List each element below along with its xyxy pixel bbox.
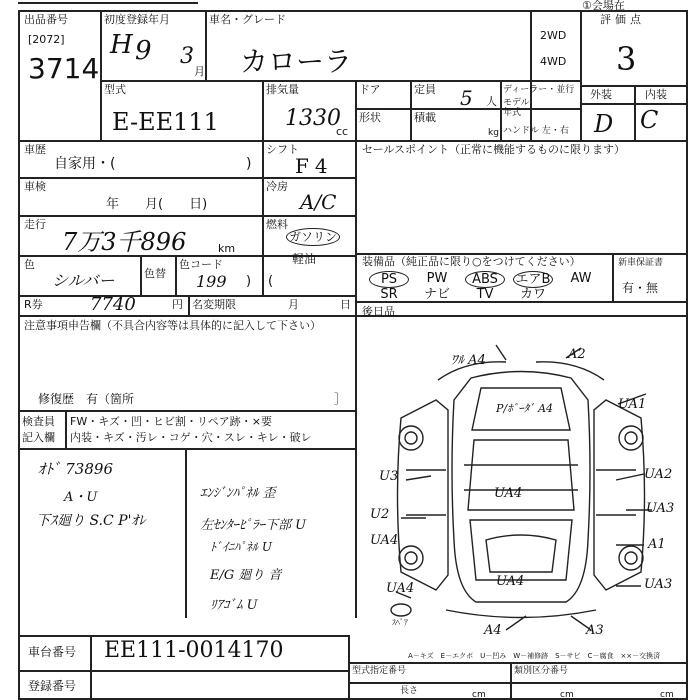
grid-line [580,10,582,140]
equipment-item: ABS [465,271,505,288]
grid-line [205,10,207,80]
damage-mark: UA2 [644,467,673,482]
inspector-right-note: ｴﾝｼﾞﾝﾊﾟﾈﾙ 歪 [200,486,276,501]
grid-line [262,80,264,140]
equipment-item: ナビ [423,287,450,302]
usage-label: 車歴 [24,143,46,156]
equipment-item: エアB [513,271,553,288]
damage-mark: U2 [370,507,390,522]
name-grade-label: 車名・グレード [209,13,286,26]
km-unit: km [218,242,236,255]
reg-label: 登録番号 [28,679,77,693]
mileage-label: 走行 [24,218,46,231]
drive-2wd: 2WD [540,29,567,42]
grid-line [530,10,532,140]
fuel-close: ) [246,274,252,289]
damage-mark: UA3 [644,577,673,592]
equipment-row-2 [365,287,557,302]
grid-line [500,80,502,140]
inspection-value: 年 月( 日) [106,197,208,212]
damage-mark: UA4 [494,486,523,501]
grid-line [348,682,688,684]
drive-4wd: 4WD [540,55,567,68]
repaint-label: 色替 [144,267,166,280]
fuel-open: ( [268,274,274,289]
mileage: 7万3千896 [62,228,187,256]
usage-close: ) [246,156,252,172]
shift-label: シフト [266,143,299,156]
grid-line [348,635,350,700]
equipment-title: 装備品（純正品に限り○をつけてください） [362,255,581,268]
warranty-value: 有・無 [622,281,659,295]
inspector-label-1: 検査員 [22,415,55,428]
damage-mark: UA4 [386,581,415,596]
model-year-label1: モデル [503,98,530,108]
grid-line [140,255,142,295]
equipment-item: PS [369,271,409,288]
grid-line [18,295,355,297]
first-reg-year: 9 [135,36,152,66]
grid-line [262,140,264,295]
month-unit: 月 [194,65,205,78]
grid-line [18,635,348,637]
fuel-gas: ガソリン [286,228,340,246]
chassis: EE111-0014170 [104,638,284,663]
dealer-label: ディーラー・並行 [503,85,575,95]
exterior-grade: D [594,110,614,138]
name-exp-label: 名変期限 [192,298,236,311]
repair-label: 修復歴 有（箇所 [38,392,135,406]
grid-line [348,662,688,664]
displacement-label: 排気量 [266,83,299,96]
auction-no-label: 出品番号 [24,13,68,26]
model: E-EE111 [112,108,219,136]
grid-line [634,85,636,140]
venue: ①会場在 [582,0,625,12]
cc-unit: cc [336,125,349,138]
interior-grade: C [640,106,659,134]
damage-mark: A4 [484,623,502,638]
cm-unit: cm [560,690,574,700]
fuel-label: 燃料 [266,218,288,231]
grid-line [18,315,688,317]
grid-line [175,255,177,295]
doors-label: ドア [359,83,381,96]
inspector-row-2: 内装・キズ・汚レ・コゲ・穴・スレ・キレ・破レ [70,431,312,444]
aircon-label: 冷房 [266,180,288,193]
car-name: カローラ [240,45,353,78]
damage-mark: A1 [648,537,666,552]
damage-mark: A2 [568,347,586,362]
color-code-label: 色コード [179,258,223,271]
recycle-label: R券 [24,298,43,311]
grid-line [90,635,92,700]
grid-line [18,410,355,412]
usage-value: 自家用・( [54,156,116,172]
score: 3 [616,40,637,78]
grid-line [18,448,355,450]
damage-mark: P/ﾎﾞｰﾀﾞ A4 [496,402,554,415]
inspector-right-note: ﾄﾞｲﾆﾊﾟﾈﾙ U [210,540,272,554]
kg-unit: kg [488,128,499,138]
spare-label: ｽﾍﾟｱ [392,618,408,627]
damage-mark: A3 [586,623,604,638]
model-label: 型式 [104,83,126,96]
grid-line [18,215,355,217]
model-year-label2: 年式 [503,108,522,118]
color: シルバー [52,271,115,290]
shape-label: 形状 [359,111,381,124]
cm-unit: cm [472,690,486,700]
grid-line [18,140,688,142]
size-label-2: 類別区分番号 [514,666,569,676]
handle-label: ハンドル 左・右 [503,126,569,136]
equipment-item: SR [380,287,398,302]
equipment-item: PW [426,271,448,286]
color-label: 色 [24,258,35,271]
capacity-label: 定員 [414,83,436,96]
grid-line [18,670,348,672]
capacity: 5 [460,86,473,110]
equipment-item: カワ [519,287,546,302]
car-diagram [356,340,686,640]
displacement: 1330 [285,106,341,131]
score-label: 評価点 [600,13,645,26]
chassis-label: 車台番号 [28,645,77,659]
day-label: 日 [340,298,351,311]
inspection-label: 車検 [24,180,46,193]
grid-line [410,80,412,140]
color-code: 199 [196,272,227,291]
first-reg-label: 初度登録年月 [104,13,170,26]
size-label-1: 型式指定番号 [352,666,407,676]
shift: F4 [295,154,334,178]
aircon: A/C [300,190,337,214]
sales-points-title: セールスポイント（正常に機能するものに限ります） [362,143,626,156]
grid-line [510,662,512,700]
exterior-label: 外装 [590,88,612,101]
inspector-left-note: A・U [64,490,98,505]
new-car-label: 新車保証書 [618,258,664,268]
inspector-row-1: FW・キズ・凹・ヒビ割・リペア跡・×要 [70,415,272,428]
grid-line [188,295,190,315]
later-items-label: 後日品 [362,305,395,318]
first-reg-era: H [110,30,133,60]
inspector-left-note: ｵﾄﾞ 73896 [38,460,113,478]
interior-label: 内装 [645,88,667,101]
equipment-item: TV [476,287,494,302]
inspector-label-2: 記入欄 [22,431,55,444]
damage-mark: UA4 [370,533,399,548]
grid-line [355,140,357,315]
notes-title: 注意事項申告欄（不具合内容等は具体的に記入して下さい） [24,319,321,332]
damage-mark: ﾜﾙ A4 [451,353,486,368]
damage-mark: UA1 [618,397,647,412]
fuel-diesel: 軽油 [292,252,317,266]
equipment-item: AW [570,271,592,286]
damage-mark: UA3 [646,501,675,516]
grid-line [612,253,614,301]
auction-no: 3714 [28,52,100,85]
auction-no-code: [2072] [28,33,65,46]
damage-mark: UA4 [496,574,525,589]
first-reg-month: 3 [180,44,194,69]
inspector-right-note: ﾘｱｺﾞﾑ U [210,598,258,613]
grid-line [355,80,357,140]
equipment-row-1 [365,271,605,288]
grid-line [185,448,187,618]
grid-line [100,80,580,82]
grid-line [100,10,102,140]
month-label: 月 [288,298,299,311]
inspector-right-note: 左ｾﾝﾀｰﾋﾟﾗｰ下部 U [200,518,307,533]
inspector-left-note: 下ｽ廻り S.C P'ｵﾚ [36,513,146,529]
legend: A－キズ E－エクボ U－凹み W－補修跡 S－サビ C－腐食 ××－交換済 [408,652,661,660]
top-strip-line [18,2,198,4]
person-unit: 人 [486,95,497,108]
grid-line [65,410,67,448]
yen-unit: 円 [172,298,183,311]
repair-close: ］ [334,392,347,406]
length-label: 長さ [400,686,419,696]
cm-unit: cm [660,690,674,700]
load-label: 積載 [414,111,436,124]
damage-mark: U3 [379,469,399,484]
recycle: 7740 [90,294,136,315]
inspector-right-note: E/G 廻り 音 [210,568,282,583]
